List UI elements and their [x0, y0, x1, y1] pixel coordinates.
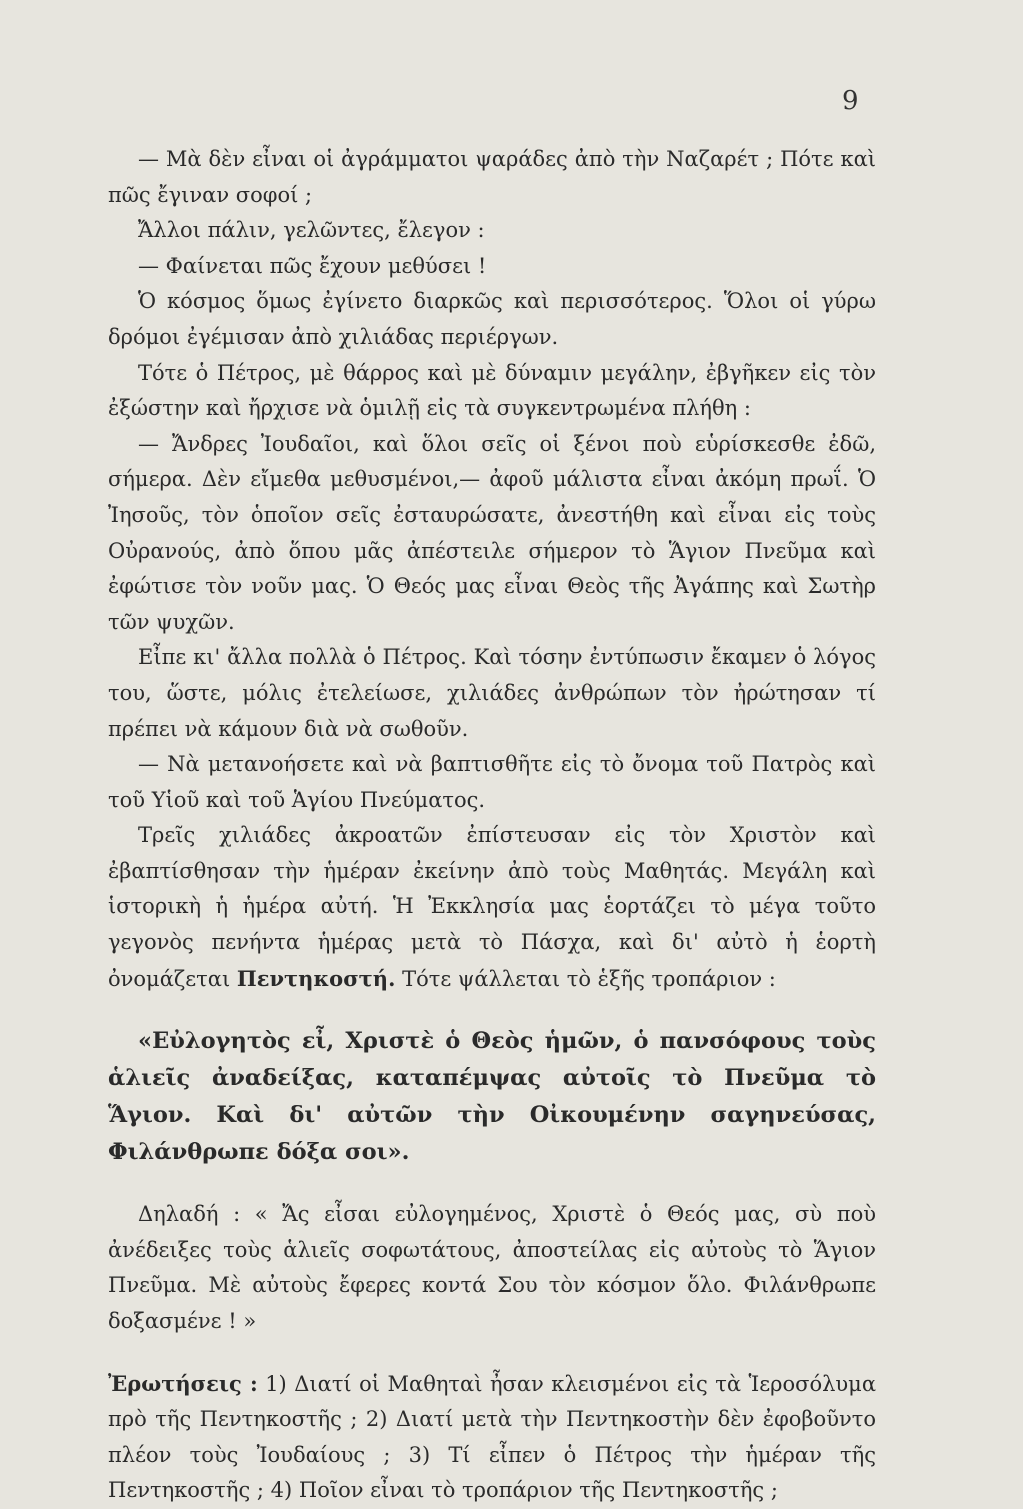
troparion-hymn: «Εὐλογητὸς εἶ, Χριστὲ ὁ Θεὸς ἡμῶν, ὁ πανσόφους τοὺς ἁλιεῖς ἀναδείξας, καταπέμψας αὐτοῖς τὸ Πνεῦμα τὸ Ἅγιον. Καὶ δι' αὐτῶν τὴν Οἰκουμένην σαγηνεύσας, Φιλάνθρωπε δόξα σοι».: [108, 1028, 876, 1166]
body-text: [108, 142, 876, 1509]
paragraph-pentecost: [108, 818, 876, 997]
paragraph: — Φαίνεται πῶς ἔχουν μεθύσει !: [138, 253, 487, 278]
paragraph: Τότε ὁ Πέτρος, μὲ θάρρος καὶ μὲ δύναμιν μεγάλην, ἐβγῆκεν εἰς τὸν ἐξώστην καὶ ἤρχισε νὰ ὁμιλῇ εἰς τὰ συγκεντρωμένα πλήθη :: [108, 360, 876, 421]
translation-paragraph: Δηλαδή : « Ἄς εἶσαι εὐλογημένος, Χριστὲ ὁ Θεός μας, σὺ ποὺ ἀνέδειξες τοὺς ἁλιεῖς σοφωτάτους, ἀποστείλας εἰς αὐτοὺς τὸ Ἅγιον Πνεῦμα. Μὲ αὐτοὺς ἔφερες κοντά Σου τὸν κόσμον ὅλο. Φιλάνθρωπε δοξασμένε ! »: [108, 1202, 876, 1334]
questions-label: Ἐρωτήσεις :: [108, 1370, 258, 1396]
paragraph: Ἄλλοι πάλιν, γελῶντες, ἔλεγον :: [138, 218, 485, 243]
paragraph: Ὁ κόσμος ὅμως ἐγίνετο διαρκῶς καὶ περισσότερος. Ὅλοι οἱ γύρω δρόμοι ἐγέμισαν ἀπὸ χιλιάδας περιέργων.: [108, 289, 876, 349]
paragraph: — Νὰ μετανοήσετε καὶ νὰ βαπτισθῆτε εἰς τὸ ὄνομα τοῦ Πατρὸς καὶ τοῦ Υἱοῦ καὶ τοῦ Ἁγίου Πνεύματος.: [108, 752, 876, 812]
questions-paragraph: [108, 1366, 876, 1509]
paragraph: — Ἄνδρες Ἰουδαῖοι, καὶ ὅλοι σεῖς οἱ ξένοι ποὺ εὑρίσκεσθε ἐδῶ, σήμερα. Δὲν εἴμεθα μεθυσμένοι,— ἀφοῦ μάλιστα εἶναι ἀκόμη πρωΐ. Ὁ Ἰησοῦς, τὸν ὁποῖον σεῖς ἐσταυρώσατε, ἀνεστήθη καὶ εἶναι εἰς τοὺς Οὐρανούς, ἀπὸ ὅπου μᾶς ἀπέστειλε σήμερον τὸ Ἅγιον Πνεῦμα καὶ ἐφώτισε τὸν νοῦν μας. Ὁ Θεός μας εἶναι Θεὸς τῆς Ἀγάπης καὶ Σωτὴρ τῶν ψυχῶν.: [108, 431, 876, 634]
questions-text: 1) Διατί οἱ Μαθηταὶ ἦσαν κλεισμένοι εἰς τὰ Ἱεροσόλυμα πρὸ τῆς Πεντηκοστῆς ; 2) Διατί μετὰ τὴν Πεντηκοστὴν δὲν ἐφοβοῦντο πλέον τοὺς Ἰουδαίους ; 3) Τί εἶπεν ὁ Πέτρος τὴν ἡμέραν τῆς Πεντηκοστῆς ; 4) Ποῖον εἶναι τὸ τροπάριον τῆς Πεντηκοστῆς ;: [108, 1371, 876, 1503]
paragraph: — Μὰ δὲν εἶναι οἱ ἀγράμματοι ψαράδες ἀπὸ τὴν Ναζαρέτ ; Πότε καὶ πῶς ἔγιναν σοφοί ;: [108, 147, 876, 207]
paragraph-text: Τρεῖς χιλιάδες ἀκροατῶν ἐπίστευσαν εἰς τὸν Χριστὸν καὶ ἐβαπτίσθησαν τὴν ἡμέραν ἐκείνην ἀπὸ τοὺς Μαθητάς. Μεγάλη καὶ ἱστορικὴ ἡ ἡμέρα αὐτή. Ἡ Ἐκκλησία μας ἑορτάζει τὸ μέγα τοῦτο γεγονὸς πενήντα ἡμέρας μετὰ τὸ Πάσχα, καὶ δι' αὐτὸ ἡ ἑορτὴ ὀνομάζεται: [108, 823, 876, 991]
paragraph-tail: Τότε ψάλλεται τὸ ἑξῆς τροπάριον :: [395, 966, 776, 991]
paragraph: Εἶπε κι' ἄλλα πολλὰ ὁ Πέτρος. Καὶ τόσην ἐντύπωσιν ἔκαμεν ὁ λόγος του, ὥστε, μόλις ἐτελείωσε, χιλιάδες ἀνθρώπων τὸν ἠρώτησαν τί πρέπει νὰ κάμουν διὰ νὰ σωθοῦν.: [108, 645, 876, 741]
page-number: 9: [842, 86, 859, 116]
pentecost-term: Πεντηκοστή.: [236, 965, 396, 991]
